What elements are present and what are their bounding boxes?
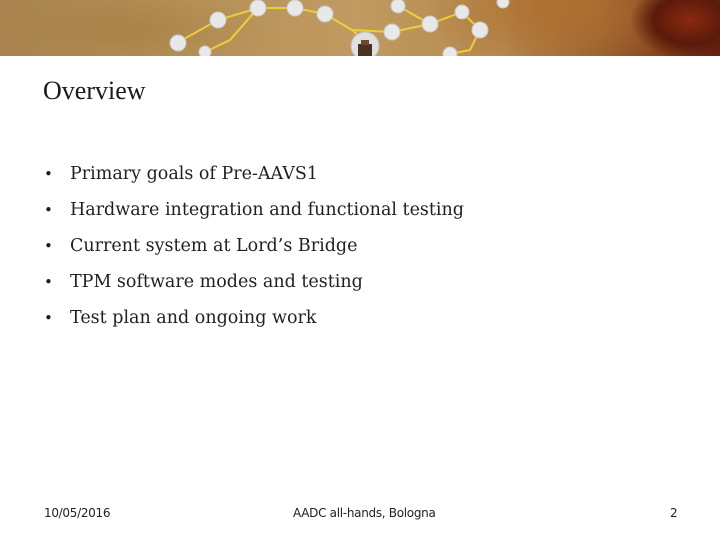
bullet-text: Primary goals of Pre-AAVS1 — [70, 164, 319, 184]
bullet-icon: • — [44, 309, 53, 327]
list-item — [44, 228, 464, 264]
slide-title: Overview — [43, 76, 146, 105]
header-banner-image — [0, 0, 720, 56]
bullet-text: Current system at Lord’s Bridge — [70, 236, 358, 256]
list-item — [44, 264, 464, 300]
bullet-text: TPM software modes and testing — [70, 272, 363, 292]
bullet-icon: • — [44, 273, 53, 291]
bullet-text: Test plan and ongoing work — [70, 308, 317, 328]
footer-date: 10/05/2016 — [44, 506, 111, 520]
list-item — [44, 300, 464, 336]
antenna-array-illustration — [0, 0, 720, 56]
list-item — [44, 156, 464, 192]
bullet-icon: • — [44, 201, 53, 219]
list-item — [44, 192, 464, 228]
footer-event: AADC all-hands, Bologna — [293, 506, 436, 520]
bullet-icon: • — [44, 237, 53, 255]
bullet-list — [44, 156, 464, 336]
bullet-text: Hardware integration and functional testing — [70, 200, 465, 220]
page-number: 2 — [670, 506, 678, 520]
bullet-icon: • — [44, 165, 53, 183]
